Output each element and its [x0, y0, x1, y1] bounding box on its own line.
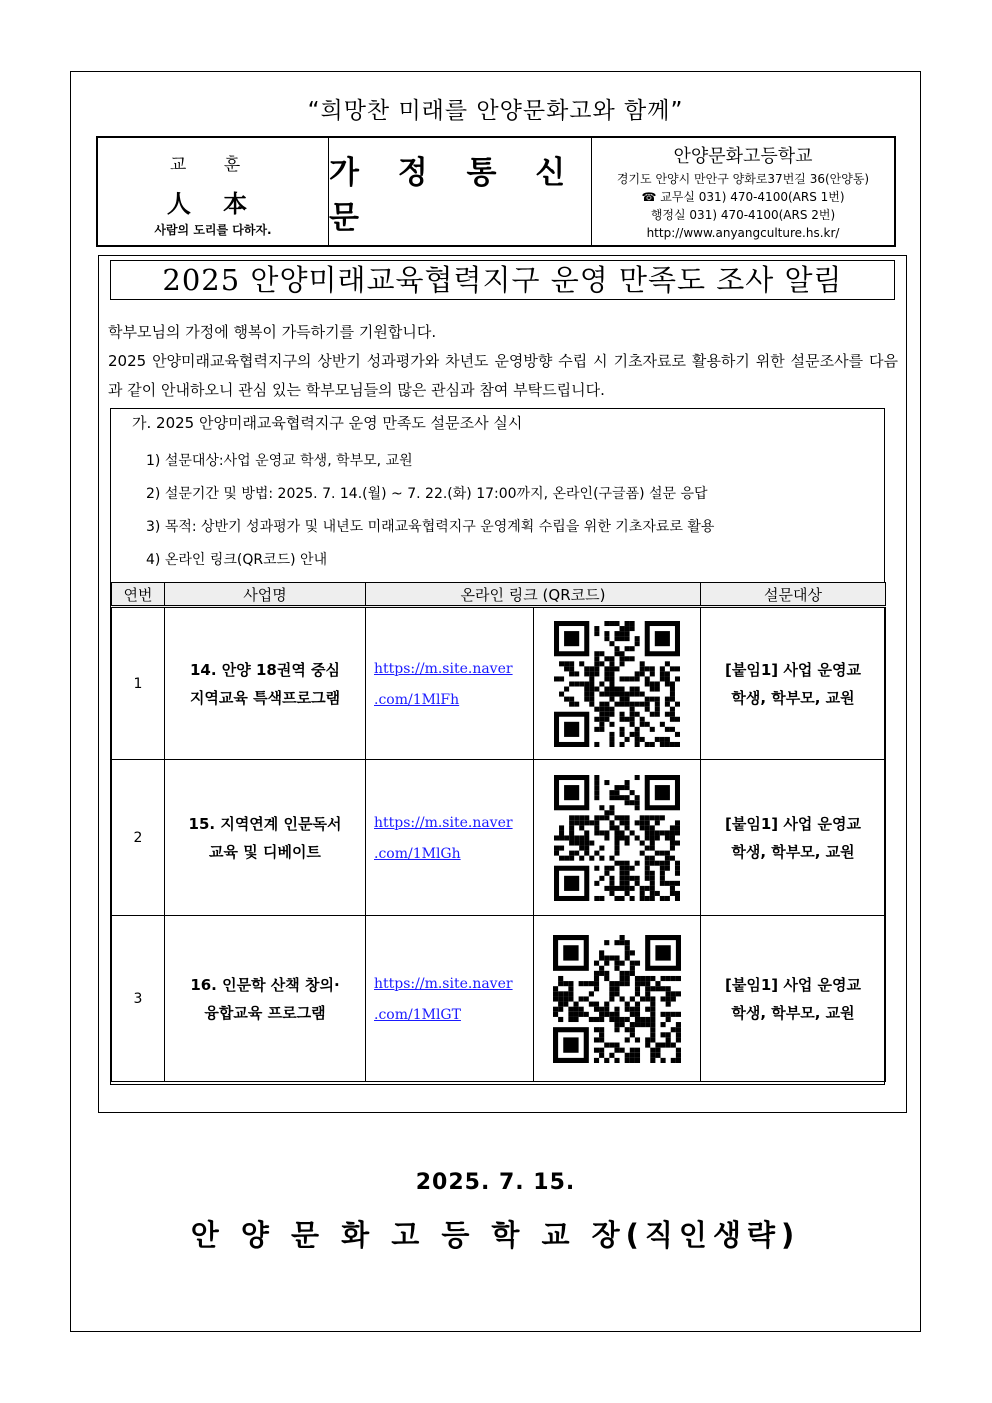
survey-item-period: 2) 설문기간 및 방법: 2025. 7. 14.(월) ~ 7. 22.(화) 17:00까지, 온라인(구글폼) 설문 응답 [146, 486, 708, 502]
col-header-link: 온라인 링크 (QR코드) [366, 583, 701, 607]
survey-target: [붙임1] 사업 운영교 학생, 학부모, 교원 [701, 916, 886, 1082]
motto-main: 人 本 [166, 189, 260, 218]
section-heading: 가. 2025 안양미래교육협력지구 운영 만족도 설문조사 실시 [132, 414, 523, 432]
issue-date: 2025. 7. 15. [415, 1170, 576, 1195]
notice-title: 2025 안양미래교육협력지구 운영 만족도 조사 알림 [110, 260, 895, 300]
survey-item-link: 4) 온라인 링크(QR코드) 안내 [146, 552, 328, 568]
survey-item-purpose: 3) 목적: 상반기 성과평가 및 내년도 미래교육협력지구 운영계획 수립을 위한 기초자료로 활용 [146, 519, 715, 535]
row-number: 1 [112, 607, 165, 760]
school-address: 경기도 안양시 만안구 양화로37번길 36(안양동) [616, 172, 870, 186]
phone-admin: 행정실 031) 470-4100(ARS 2번) [650, 208, 836, 222]
survey-item-target: 1) 설문대상:사업 운영교 학생, 학부모, 교원 [146, 453, 413, 469]
survey-target: [붙임1] 사업 운영교 학생, 학부모, 교원 [701, 760, 886, 916]
motto-label: 교 훈 [169, 155, 257, 175]
intro-text [108, 318, 898, 405]
table-row [112, 760, 886, 916]
qr-code-cell [534, 916, 701, 1082]
row-number: 3 [112, 916, 165, 1082]
qr-code-image[interactable] [553, 935, 681, 1063]
col-header-name: 사업명 [165, 583, 366, 607]
qr-code-image[interactable] [554, 621, 680, 747]
school-website[interactable]: http://www.anyangculture.hs.kr/ [646, 226, 840, 240]
intro-body: 2025 안양미래교육협력지구의 상반기 성과평가와 차년도 운영방향 수립 시 기초자료로 활용하기 위한 설문조사를 다음과 같이 안내하오니 관심 있는 학부모님들의 많은 관심과 참여 부탁드립니다. [108, 352, 898, 399]
survey-link[interactable] [366, 916, 534, 1082]
survey-target: [붙임1] 사업 운영교 학생, 학부모, 교원 [701, 607, 886, 760]
doc-title: 가 정 통 신 문 [329, 138, 592, 245]
letterhead [96, 136, 896, 247]
survey-link-anchor[interactable]: https://m.site.naver .com/1MlGT [374, 975, 513, 1023]
table-row [112, 607, 886, 760]
table-header-row [112, 583, 886, 607]
survey-table [111, 582, 886, 1082]
intro-greeting: 학부모님의 가정에 행복이 가득하기를 기원합니다. [108, 323, 437, 341]
school-slogan: “희망찬 미래를 안양문화고와 함께” [307, 98, 684, 124]
col-header-target: 설문대상 [701, 583, 886, 607]
motto-cell [98, 138, 329, 245]
motto-sub: 사람의 도리를 다하자. [154, 223, 272, 237]
col-header-num: 연번 [112, 583, 165, 607]
phone-academic: ☎ 교무실 031) 470-4100(ARS 1번) [641, 190, 845, 204]
row-number: 2 [112, 760, 165, 916]
program-name: 15. 지역연계 인문독서 교육 및 디베이트 [165, 760, 366, 916]
qr-code-cell [534, 607, 701, 760]
survey-link[interactable] [366, 760, 534, 916]
school-name: 안양문화고등학교 [673, 146, 813, 167]
school-info [592, 138, 894, 245]
table-row [112, 916, 886, 1082]
program-name: 14. 안양 18권역 중심 지역교육 특색프로그램 [165, 607, 366, 760]
survey-link[interactable] [366, 607, 534, 760]
qr-code-image[interactable] [554, 775, 680, 901]
survey-link-anchor[interactable]: https://m.site.naver .com/1MlGh [374, 814, 513, 862]
qr-code-cell [534, 760, 701, 916]
principal-signature: 안 양 문 화 고 등 학 교 장(직인생략) [190, 1218, 801, 1252]
survey-link-anchor[interactable]: https://m.site.naver .com/1MlFh [374, 660, 513, 708]
program-name: 16. 인문학 산책 창의· 융합교육 프로그램 [165, 916, 366, 1082]
